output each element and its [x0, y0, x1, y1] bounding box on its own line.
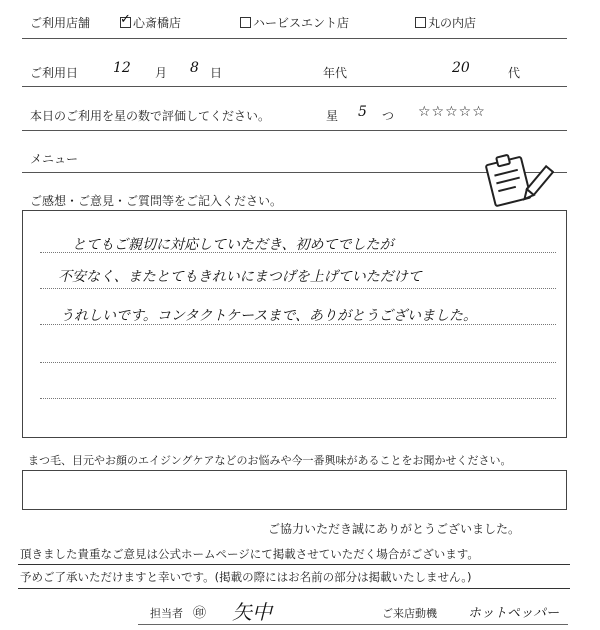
store-option-shinsaibashi[interactable]: [120, 14, 181, 31]
store-option-herbis-ent[interactable]: [240, 14, 349, 31]
store-label: ご利用店舗: [30, 16, 91, 30]
staff-label: 担当者: [150, 607, 183, 620]
divider: [18, 588, 570, 589]
dotted-line: [40, 288, 556, 289]
rating-unit: つ: [382, 109, 395, 123]
divider: [22, 86, 567, 87]
store-option-label: ハービスエント店: [253, 16, 350, 30]
motive-label: ご来店動機: [382, 607, 437, 620]
seal-icon: ㊞: [193, 606, 207, 621]
rating-prompt: 本日のご利用を星の数で評価してください。: [30, 109, 271, 123]
age-value: 20: [452, 60, 470, 76]
divider: [22, 38, 567, 39]
rating-value: 5: [358, 104, 367, 120]
checkbox-icon[interactable]: [415, 17, 426, 28]
day-unit: 日: [210, 66, 223, 80]
feedback-line: うれしいです。コンタクトケースまで、ありがとうございました。: [60, 308, 478, 324]
star-label: 星: [326, 109, 339, 123]
motive-value: ホットペッパー: [468, 606, 560, 621]
checkbox-checked-icon[interactable]: [120, 17, 131, 28]
menu-label: メニュー: [30, 152, 79, 166]
store-option-marunouchi[interactable]: [415, 14, 476, 31]
day-value: 8: [190, 60, 199, 76]
feedback-line: 不安なく、またとてもきれいにまつげを上げていただけて: [58, 269, 422, 285]
rating-stars: ☆☆☆☆☆: [418, 104, 486, 120]
publication-notice-2: 予めご了承いただけますと幸いです。(掲載の際にはお名前の部分は掲載いたしません。): [20, 570, 472, 584]
month-unit: 月: [155, 66, 168, 80]
feedback-line: とてもご親切に対応していただき、初めてでしたが: [72, 237, 394, 253]
dotted-line: [40, 362, 556, 363]
store-option-label: 心斎橋店: [133, 16, 182, 30]
concerns-box[interactable]: [22, 470, 567, 510]
clipboard-pencil-icon: [484, 150, 554, 210]
thanks-text: ご協力いただき誠にありがとうございました。: [268, 522, 521, 536]
publication-notice: 頂きました貴重なご意見は公式ホームページにて掲載させていただく場合がございます。: [20, 547, 479, 561]
dotted-line: [40, 398, 556, 399]
age-label: 年代: [323, 66, 348, 80]
concerns-prompt: まつ毛、目元やお顔のエイジングケアなどのお悩みや今一番興味があることをお聞かせください。: [28, 454, 512, 467]
store-option-label: 丸の内店: [428, 16, 477, 30]
checkbox-icon[interactable]: [240, 17, 251, 28]
divider: [138, 624, 568, 625]
feedback-prompt: ご感想・ご意見・ご質問等をご記入ください。: [30, 194, 283, 208]
staff-name: 矢中: [232, 600, 272, 624]
date-label: ご利用日: [30, 66, 79, 80]
divider: [22, 130, 567, 131]
month-value: 12: [113, 60, 131, 76]
divider: [18, 564, 570, 565]
age-unit: 代: [508, 66, 521, 80]
